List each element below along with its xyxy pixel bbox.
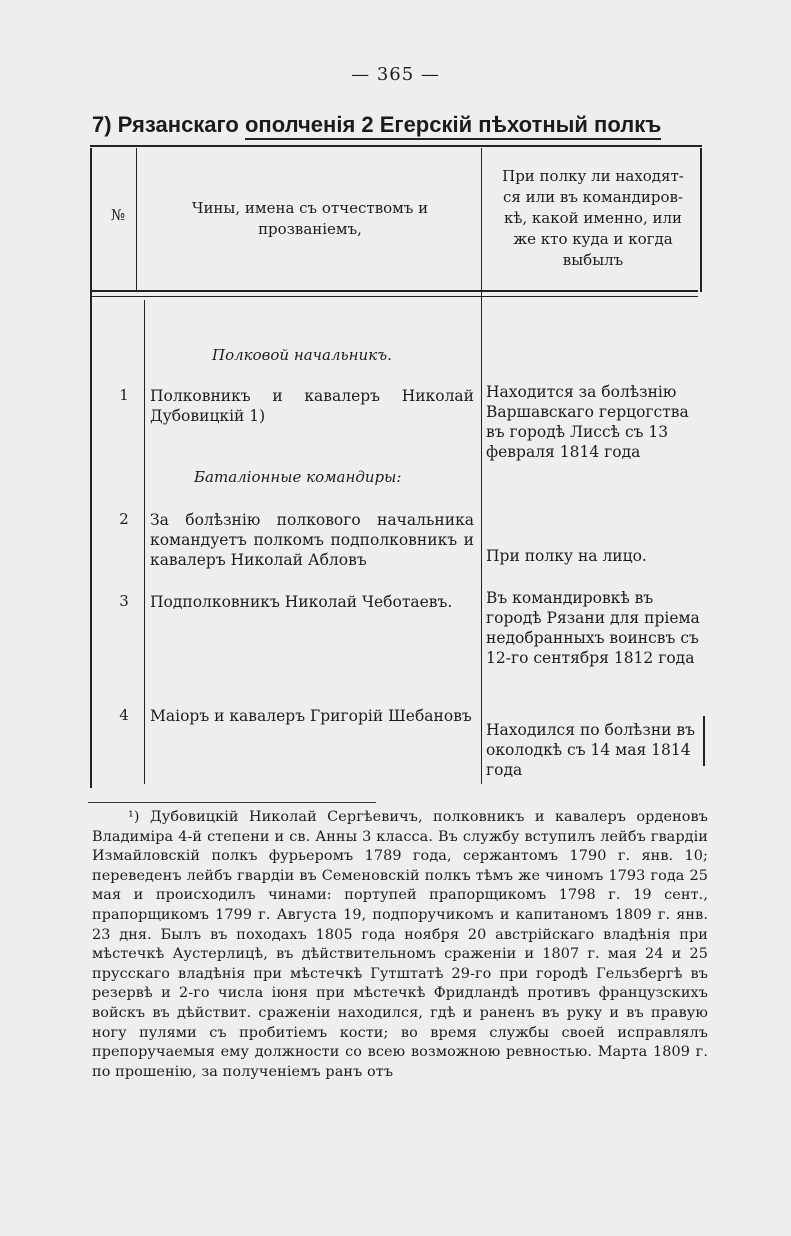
header-status-line: выбылъ [562, 251, 624, 269]
page-number: — 365 — [351, 64, 440, 85]
table-right-border [700, 148, 702, 292]
header-bottom-rule [90, 290, 698, 292]
row-status: Въ командировкѣ въ городѣ Рязани для пріема недобранныхъ воинсвъ съ 12-го сентября 1812 года [486, 589, 700, 667]
footnote-rule [88, 802, 376, 803]
row-number: 3 [119, 592, 129, 610]
row-name: Подполковникъ Николай Чеботаевъ. [150, 593, 453, 611]
footnote-marker: ¹) [128, 809, 140, 825]
row-number: 1 [119, 386, 129, 404]
section-title: Полковой начальникъ. [212, 346, 392, 364]
footnote [92, 808, 708, 1082]
footnote-text: Дубовицкій Николай Сергѣевичъ, полковникъ и кавалеръ орденовъ Владиміра 4-й степени и св. Анны 3 класса. Въ службу вступилъ лейбъ гвардіи Измайловскій полкъ фурьеромъ 1789 года, сержантомъ 1790 г. янв. 10; переведенъ лейбъ гвардіи въ Семеновскій полкъ тѣмъ же чиномъ 1793 года 25 мая и происходилъ чинами: портупей прапорщикомъ 1798 г. 19 сент., прапорщикомъ 1799 г. Августа 19, подпоручикомъ и капитаномъ 1809 г. янв. 23 дня. Былъ въ походахъ 1805 года ноября 20 австрійскаго владѣнія при мѣстечкѣ Аустерлицѣ, въ дѣйствительномъ сраженіи и 1807 г. мая 24 и 25 прусскаго владѣнія при мѣстечкѣ Гутштатѣ 29-го при городѣ Гельзбергѣ въ резервѣ и 2-го числа іюня при мѣстечкѣ Фридландѣ противъ французскихъ войскъ въ дѣйствит. сраженіи находился, гдѣ и раненъ въ руку и въ правую ногу пулями съ пробитіемъ кости; во время службы своей исправлялъ препоручаемыя ему должности со всею возможною ревностью. Марта 1809 г. по прошенію, за полученіемъ ранъ отъ [92, 809, 708, 1080]
header-status-line: же кто куда и когда [513, 230, 673, 248]
header-status-line: При полку ли находят- [502, 167, 684, 185]
row-name: За болѣзнію полкового начальника командуетъ полкомъ подполковникъ и кавалеръ Николай Абловъ [150, 511, 474, 569]
header-bottom-rule-2 [90, 296, 698, 297]
row-name: Полковникъ и кавалеръ Николай Дубовицкій 1) [150, 387, 474, 425]
row-number: 4 [119, 706, 129, 724]
header-status-line: ся или въ командиров- [502, 188, 684, 206]
row-number: 2 [119, 510, 129, 528]
header-name: Чины, имена съ отчествомъ и прозваніемъ, [191, 199, 429, 238]
heading-prefix: 7) Рязанскаго [92, 112, 239, 137]
header-status [486, 166, 700, 271]
table-left-border [90, 148, 92, 788]
table-col-divider-1 [136, 148, 137, 292]
row-4-status-bracket [703, 716, 705, 766]
heading-underlined: ополченія 2 Егерскій пѣхотный полкъ [245, 112, 661, 140]
header-number: № [110, 206, 126, 224]
table-col-divider-2 [481, 148, 482, 784]
row-name: Маіоръ и кавалеръ Григорій Шебановъ [150, 707, 472, 725]
heading-rule [90, 145, 702, 147]
row-status: При полку на лицо. [486, 547, 647, 565]
row-status: Находится за болѣзнію Варшавскаго герцогства въ городѣ Лиссѣ съ 13 февраля 1814 года [486, 383, 689, 461]
row-status: Находился по болѣзни въ околодкѣ съ 14 мая 1814 года [486, 721, 696, 779]
header-status-line: кѣ, какой именно, или [503, 209, 683, 227]
page-heading [92, 112, 712, 138]
section-title: Баталіонные командиры: [194, 468, 402, 486]
